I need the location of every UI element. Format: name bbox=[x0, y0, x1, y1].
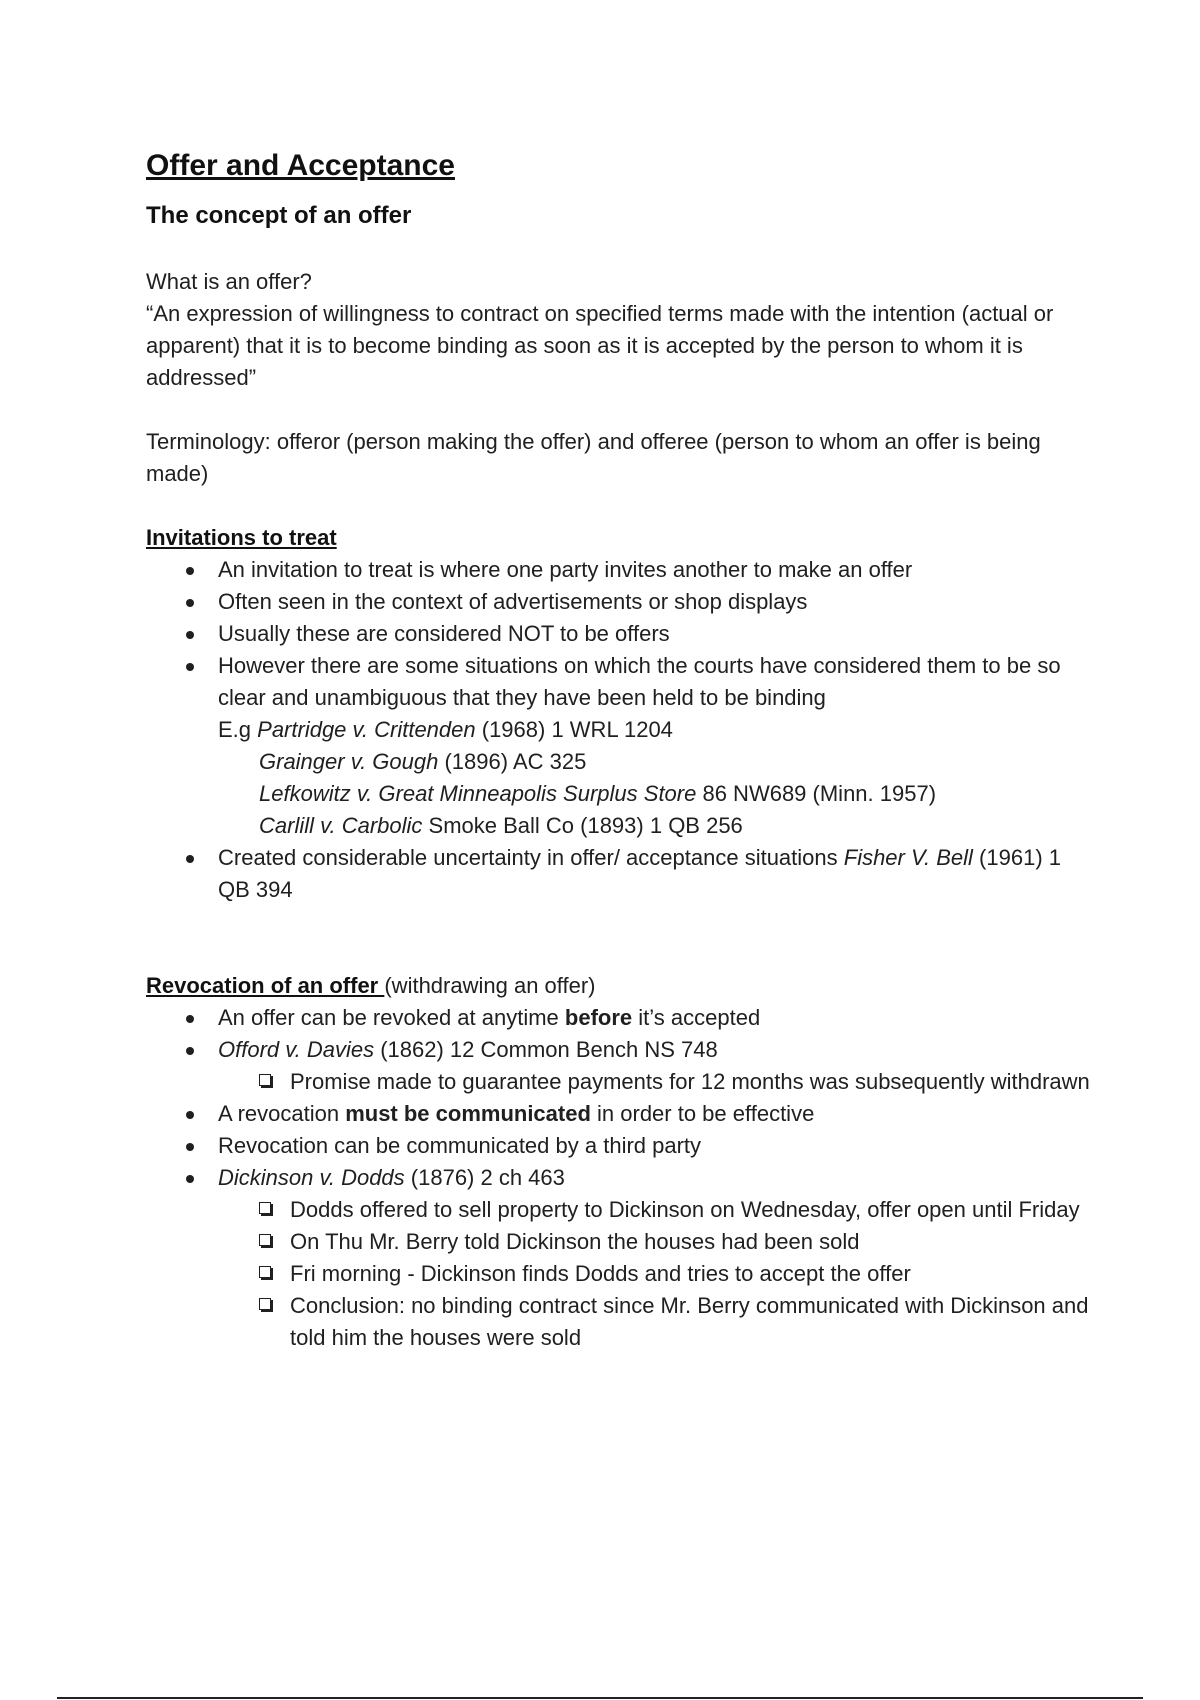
document-title: Offer and Acceptance bbox=[146, 149, 455, 182]
revocation-list bbox=[146, 1002, 1096, 1066]
terminology-paragraph: Terminology: offeror (person making the offer) and offeree (person to whom an offer is being made) bbox=[146, 429, 1041, 486]
emphasis-text: before bbox=[564, 1005, 633, 1030]
bullet-icon bbox=[186, 1143, 194, 1151]
dickinson-sublist bbox=[146, 1194, 1096, 1354]
case-name: Carlill v. Carbolic bbox=[259, 813, 423, 838]
case-citation: (1961) 1 QB 394 bbox=[218, 845, 1061, 902]
offord-sublist bbox=[146, 1066, 1096, 1098]
checkbox-bullet-icon bbox=[259, 1074, 271, 1086]
bullet-icon bbox=[186, 1111, 194, 1119]
offer-question: What is an offer? bbox=[146, 269, 312, 294]
checkbox-bullet-icon bbox=[259, 1298, 271, 1310]
emphasis-text: must be communicated bbox=[345, 1101, 591, 1126]
list-item bbox=[146, 1034, 1096, 1066]
list-item bbox=[146, 586, 1096, 618]
sub-list-item bbox=[146, 1258, 1096, 1290]
revocation-heading-text: Revocation of an offer bbox=[146, 973, 385, 998]
text-segment: A revocation bbox=[218, 1101, 346, 1126]
text-segment: it’s accepted bbox=[632, 1005, 761, 1030]
sub-list-item-text: Conclusion: no binding contract since Mr. Berry communicated with Dickinson and told him the houses were sold bbox=[290, 1293, 1089, 1350]
sub-list-item-text: On Thu Mr. Berry told Dickinson the houses had been sold bbox=[290, 1229, 860, 1254]
case-citation: (1896) AC 325 bbox=[438, 749, 587, 774]
case-example bbox=[218, 778, 1096, 810]
text-segment: in order to be effective bbox=[590, 1101, 815, 1126]
revocation-list-continued bbox=[146, 1098, 1096, 1194]
bullet-icon bbox=[186, 567, 194, 575]
text-segment: An offer can be revoked at anytime bbox=[218, 1005, 565, 1030]
checkbox-bullet-icon bbox=[259, 1234, 271, 1246]
list-item bbox=[146, 1162, 1096, 1194]
bullet-icon bbox=[186, 855, 194, 863]
sub-list-item bbox=[146, 1226, 1096, 1258]
case-example bbox=[218, 746, 1096, 778]
document-page bbox=[146, 138, 1096, 1354]
case-citation: (1862) 12 Common Bench NS 748 bbox=[374, 1037, 718, 1062]
sub-list-item-text: Dodds offered to sell property to Dickinson on Wednesday, offer open until Friday bbox=[290, 1197, 1080, 1222]
checkbox-bullet-icon bbox=[259, 1202, 271, 1214]
case-name: Lefkowitz v. Great Minneapolis Surplus Store bbox=[259, 781, 697, 806]
case-citation: (1968) 1 WRL 1204 bbox=[475, 717, 673, 742]
sub-list-item bbox=[146, 1066, 1096, 1098]
case-citation: 86 NW689 (Minn. 1957) bbox=[696, 781, 937, 806]
case-name: Dickinson v. Dodds bbox=[218, 1165, 405, 1190]
invitations-list bbox=[146, 554, 1096, 906]
invitations-heading-text: Invitations to treat bbox=[146, 525, 337, 550]
list-item bbox=[146, 1130, 1096, 1162]
list-item bbox=[146, 842, 1096, 906]
bullet-icon bbox=[186, 631, 194, 639]
bullet-icon bbox=[186, 1175, 194, 1183]
revocation-heading bbox=[146, 970, 1096, 1002]
sub-list-item-text: Promise made to guarantee payments for 12 months was subsequently withdrawn bbox=[290, 1069, 1090, 1094]
case-name: Grainger v. Gough bbox=[259, 749, 439, 774]
sub-list-item bbox=[146, 1194, 1096, 1226]
list-item bbox=[146, 618, 1096, 650]
bullet-icon bbox=[186, 1015, 194, 1023]
case-citation: (1876) 2 ch 463 bbox=[404, 1165, 565, 1190]
bullet-icon bbox=[186, 599, 194, 607]
eg-prefix: E.g bbox=[218, 717, 258, 742]
case-citation: Smoke Ball Co (1893) 1 QB 256 bbox=[422, 813, 743, 838]
case-name: Partridge v. Crittenden bbox=[257, 717, 476, 742]
list-item-text: Often seen in the context of advertisements or shop displays bbox=[218, 589, 808, 614]
page-bottom-rule bbox=[57, 1697, 1143, 1699]
list-item-text: However there are some situations on which the courts have considered them to be so clear and unambiguous that they have been held to be binding bbox=[218, 653, 1061, 710]
bullet-icon bbox=[186, 1047, 194, 1055]
sub-list-item-text: Fri morning - Dickinson finds Dodds and tries to accept the offer bbox=[290, 1261, 911, 1286]
list-item bbox=[146, 554, 1096, 586]
spacer bbox=[146, 236, 1096, 266]
spacer bbox=[146, 394, 1096, 426]
list-item bbox=[146, 1002, 1096, 1034]
list-item-text: Created considerable uncertainty in offer/ acceptance situations bbox=[218, 845, 844, 870]
offer-definition: “An expression of willingness to contract on specified terms made with the intention (actual or apparent) that it is to become binding as soon as it is accepted by the person to whom it is addressed” bbox=[146, 301, 1054, 390]
section-subtitle: The concept of an offer bbox=[146, 202, 412, 229]
case-name: Offord v. Davies bbox=[218, 1037, 375, 1062]
spacer bbox=[146, 906, 1096, 970]
invitations-heading bbox=[146, 522, 1096, 554]
list-item-text: Revocation can be communicated by a third party bbox=[218, 1133, 702, 1158]
list-item-text: An invitation to treat is where one party invites another to make an offer bbox=[218, 557, 913, 582]
list-item bbox=[146, 650, 1096, 842]
bullet-icon bbox=[186, 663, 194, 671]
case-name: Fisher V. Bell bbox=[843, 845, 973, 870]
spacer bbox=[146, 490, 1096, 522]
list-item-text: Usually these are considered NOT to be offers bbox=[218, 621, 670, 646]
case-example bbox=[218, 810, 1096, 842]
case-example bbox=[218, 714, 1096, 746]
list-item bbox=[146, 1098, 1096, 1130]
sub-list-item bbox=[146, 1290, 1096, 1354]
checkbox-bullet-icon bbox=[259, 1266, 271, 1278]
revocation-heading-note: (withdrawing an offer) bbox=[384, 973, 596, 998]
